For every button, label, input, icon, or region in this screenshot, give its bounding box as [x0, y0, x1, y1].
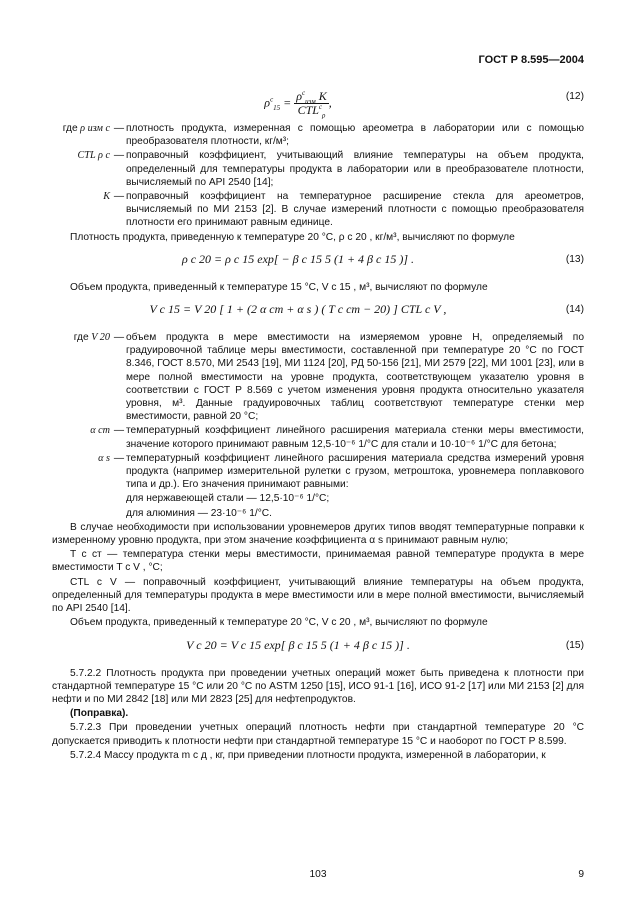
formula-12-den: CTL [297, 103, 319, 118]
formula-12-num: ρ [296, 89, 303, 103]
value-line: для алюминия — 23·10⁻⁶ 1/°С. [126, 507, 272, 519]
formula-12-tail: , [328, 95, 332, 110]
value-line: для нержавеющей стали — 12,5·10⁻⁶ 1/°С; [126, 493, 330, 505]
paragraph-ctl-v: CTL c V — поправочный коэффициент, учитывающий влияние температуры на объем продукта, определенный для температуры продукта в мере вместимости или в мере полной вместимости, вычисляемый по API 2540 [14]. [52, 576, 584, 615]
paragraph-5-7-2-3: 5.7.2.3 При проведении учетных операций плотность нефти при стандартной температуре 20 °С допускается приводить к плотности нефти при стандартной температуре 15 °С и наоборот по ГОСТ Р 8.599. [52, 722, 584, 747]
def-description: поправочный коэффициент, учитывающий влияние температуры на объем продукта, определенный для температуры продукта в лаборатории или в преобразователе плотности, вычисляемый по API 2540 [14]; [126, 150, 584, 188]
formula-12-lhs-sub: 15 [273, 103, 281, 112]
formula-12-k: K [318, 89, 327, 103]
paragraph-5-7-2-4: 5.7.2.4 Массу продукта m c д , кг, при приведении плотности продукта, измеренной в лаборатории, к [70, 749, 546, 761]
standard-header: ГОСТ Р 8.595—2004 [478, 54, 584, 66]
formula-14-number: (14) [565, 304, 584, 316]
def-v20: где V 20 — объем продукта в мере вместимости на измеряемом уровне H, определяемый по градуировочной таблице меры вместимости, составленной при температуре 20 °С по ГОСТ 8.346, ГОСТ 8.570, МИ 2543 [19], МИ 1124 [20], РД 50-156 [21], МИ 2579 [22], МИ 1001 [23], или в мере полной вместимости на уровне продукта, соответствующем указателю уровня в соответствии с ГОСТ Р 8.569 с учетом изменения уровня продукта относительно указателя уровня, м³. Данные градуировочных таблиц соответствуют температуре стенки мер вместимости, равной 20 °С; [73, 332, 584, 423]
def-description: температурный коэффициент линейного расширения материала средства измерений уровня продукта (например измерительной рулетки с грузом, метроштока, уровнемера поплавкового типа и др.). Его значения принимают равными: [126, 452, 584, 491]
def-description: плотность продукта, измеренная с помощью ареометра в лаборатории или с помощью преобразователя плотности, кг/м³; [126, 123, 584, 148]
formula-13-expr: ρ c 20 = ρ c 15 exp[ − β c 15 5 (1 + 4 β c 15 )] . [181, 251, 415, 266]
def-prefix: где [73, 332, 89, 344]
formula-15 [52, 631, 584, 667]
def-symbol: α ст [90, 425, 110, 437]
def-alpha-s: α s — температурный коэффициент линейного расширения материала средства измерений уровня продукта (например измерительной рулетки с грузом, метроштока, уровнемера поплавкового типа и др.). Его значения принимают равными: [52, 452, 584, 492]
formula-12-num-sup: c [302, 89, 306, 97]
paragraph-t-st: T c ст — температура стенки меры вместимости, принимаемая равной температуре продукта в мере вместимости T c V , °С; [52, 549, 584, 574]
formula-12: $\rho^c_{15}$ = $\frac{\rho^c_{изм} K}{CTL^c_\rho}$ , (12) [264, 89, 584, 120]
def-ctl-rho: CTL ρ c — поправочный коэффициент, учитывающий влияние температуры на объем продукта, определенный для температуры продукта в лаборатории или в преобразователе плотности, вычисляемый по API 2540 [14]; [52, 149, 584, 189]
formula-14-expr: V c 15 = V 20 [ 1 + (2 α ст + α s ) ( T c ст − 20) ] CTL c V , [149, 302, 447, 317]
value-aluminium [52, 507, 584, 520]
def-description: температурный коэффициент линейного расширения материала стенки меры вместимости, значение которого принимают равным 12,5·10⁻⁶ 1/°С для стали и 10·10⁻⁶ 1/°С для бетона; [126, 425, 584, 450]
paragraph-15-intro: Объем продукта, приведенный к температуре 20 °С, V c 20 , м³, вычисляют по формуле [70, 617, 488, 629]
def-prefix: где [62, 123, 78, 134]
def-rho-izm: где ρ изм c — плотность продукта, измеренная с помощью ареометра в лаборатории или с помощью преобразователя плотности, кг/м³; [62, 123, 584, 148]
formula-12-lhs: ρ [264, 95, 271, 110]
value-steel [52, 492, 584, 505]
formula-13 [52, 245, 584, 281]
paragraph-14-intro: Объем продукта, приведенный к температуре 15 °С, V c 15 , м³, вычисляют по формуле [70, 281, 488, 293]
formula-15-number: (15) [565, 639, 584, 651]
formula-14 [52, 295, 584, 331]
def-description: поправочный коэффициент на температурное расширение стекла для ареометров, вычисляемый по МИ 2153 [2]. В случае измерений плотности с помощью преобразователя плотности его принимают равным единице. [126, 191, 584, 229]
formula-13-number: (13) [565, 253, 584, 265]
formula-15-expr: V c 20 = V c 15 exp[ β c 15 5 (1 + 4 β c 15 )] . [186, 637, 410, 652]
def-alpha-st: α ст — температурный коэффициент линейного расширения материала стенки меры вместимости, значение которого принимают равным 12,5·10⁻⁶ 1/°С для стали и 10·10⁻⁶ 1/°С для бетона; [52, 424, 584, 450]
def-symbol: α s [98, 452, 110, 464]
definitions-1 [52, 122, 584, 230]
formula-12-number: (12) [565, 91, 584, 102]
formula-12-den-sup: c [318, 103, 323, 112]
def-symbol: CTL ρ c [77, 150, 110, 162]
paragraph-5-7-2-2: 5.7.2.2 Плотность продукта при проведении учетных операций может быть приведена к плотности при стандартной температуре 15 °С или 20 °С по ASTM 1250 [15], ИСО 91-1 [16], ИСО 91-2 [17] или МИ 2153 [2] для нефти и по МИ 2842 [18] или МИ 2823 [25] для нефтепродуктов. [52, 667, 584, 705]
formula-12-lhs-sup: c [270, 95, 274, 104]
paragraph-13-intro: Плотность продукта, приведенную к температуре 20 °С, ρ c 20 , кг/м³, вычисляют по формуле [70, 231, 515, 243]
page-number-center: 103 [309, 869, 327, 880]
page-number-right: 9 [578, 869, 584, 880]
def-symbol: ρ изм c [80, 123, 110, 134]
formula-12-den-sub: ρ [322, 111, 326, 120]
paragraph-zero-coef: В случае необходимости при использовании уровнемеров других типов вводят температурные поправки к измеренному уровню продукта, при этом значение коэффициента α s принимают равным нулю; [52, 521, 584, 547]
definitions-2 [52, 331, 584, 520]
def-symbol: V 20 [91, 332, 110, 344]
def-k: K — поправочный коэффициент на температурное расширение стекла для ареометров, вычисляемый по МИ 2153 [2]. В случае измерений плотности с помощью преобразователя плотности его принимают равным единице. [52, 190, 584, 230]
formula-12-fraction [294, 89, 328, 120]
def-description: объем продукта в мере вместимости на измеряемом уровне H, определяемый по градуировочной таблице меры вместимости, составленной при температуре 20 °С по ГОСТ 8.346, ГОСТ 8.570, МИ 2543 [19], МИ 1124 [20], РД 50-156 [21], МИ 2579 [22], МИ 1001 [23], или в мере полной вместимости на уровне продукта, соответствующем указателю уровня в соответствии с ГОСТ Р 8.569 с учетом изменения уровня продукта относительно указателя уровня, м³. Данные градуировочных таблиц соответствуют температуре стенки мер вместимости, равной 20 °С; [126, 332, 584, 423]
paragraph-popravka: (Поправка). [70, 708, 129, 720]
def-symbol: K [103, 191, 110, 203]
formula-12-num-sub: изм [305, 97, 316, 106]
document-body [52, 82, 584, 763]
